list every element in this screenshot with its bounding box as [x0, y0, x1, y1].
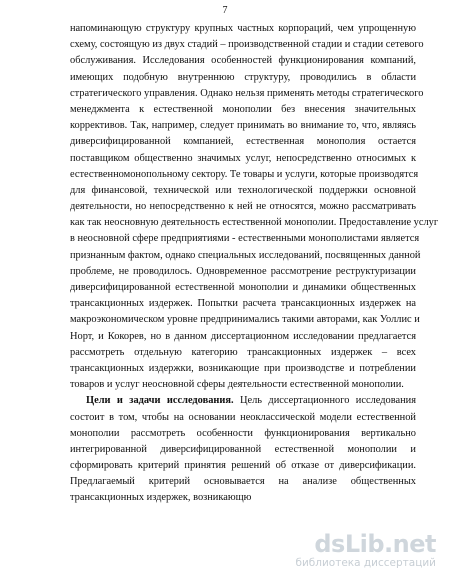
watermark — [295, 530, 436, 572]
text-line: трансакционных издержек, возникающю — [70, 492, 252, 504]
text-line: Норт, и Кокорев, но в данном диссертационном исследовании предлагается — [70, 330, 416, 342]
text-line: сформировать критерий принятия решений об отказе от диверсификации. — [70, 460, 416, 472]
text-line: напоминающую структуру крупных частных корпораций, чем упрощенную — [70, 23, 416, 34]
text-line: обслуживания. Исследования особенностей функционирования компаний, — [70, 55, 416, 67]
text-line: коррективов. Так, например, следует принимать во внимание то, что, являясь — [70, 120, 416, 132]
text-line: трансакционных издержки, возникающие при производстве и потреблении — [70, 362, 416, 374]
goals-paragraph-first-line — [70, 393, 416, 409]
text-line: состоит в том, чтобы на основании неоклассической модели естественной — [70, 411, 416, 423]
text-line: монополии рассмотреть особенности функционирования вертикально — [70, 427, 416, 439]
text-line: товаров и услуг неосновной сферы деятельности естественной монополии. — [70, 379, 404, 391]
text-line: поставщиком общественно значимых услуг, непосредственно относимых к — [70, 152, 416, 164]
text-line: для финансовой, технической или технологической поддержки основной — [70, 184, 416, 196]
text-line: интегрированной диверсифицированной естественной монополии и — [70, 443, 416, 455]
goals-line-rest: Цель диссертационного исследования — [233, 395, 416, 407]
text-line: деятельности, но непосредственно к ней не относятся, можно рассматривать — [70, 201, 416, 213]
goals-heading: Цели и задачи исследования. — [86, 395, 234, 407]
page-number: 7 — [222, 5, 228, 16]
text-line: трансакционных издержек. Попытки расчета трансакционных издержек на — [70, 298, 416, 310]
text-line: как так неосновную деятельность естественной монополии. Предоставление услуг — [70, 217, 439, 229]
text-line: схему, состоящую из двух стадий – производственной стадии и стадии сетевого — [70, 39, 424, 51]
document-body — [70, 21, 439, 507]
text-line: менеджмента к естественной монополии без внесения значительных — [70, 103, 416, 115]
watermark-subtitle: библиотека диссертаций — [295, 557, 436, 569]
text-line: признанным фактом, однако специальных исследований, посвященных данной — [70, 249, 421, 261]
text-line: диверсифицированной естественной монополии и динамики общественных — [70, 282, 416, 293]
text-line: стратегического управления. Однако нельзя применять методы стратегического — [70, 87, 424, 99]
text-line: макроэкономическом уровне предпринимались такими авторами, как Уоллис и — [70, 314, 420, 326]
text-line: имеющих подобную внутреннюю структуру, проводились в области — [70, 71, 416, 83]
watermark-logo: dsLib.net — [314, 530, 436, 558]
text-line: рассмотреть отдельную категорию трансакционных издержек – всех — [70, 346, 416, 358]
text-line: проблеме, не проводилось. Одновременное рассмотрение реструктуризации — [70, 265, 416, 277]
text-line: естественномонопольному сектору. Те товары и услуги, которые производятся — [70, 168, 419, 180]
text-line: в неосновной сфере предприятиями - естественными монополистами является — [70, 233, 420, 245]
text-line: диверсифицированной компанией, естественная монополия остается — [70, 136, 416, 148]
text-line: Предлагаемый критерий основывается на анализе общественных — [70, 476, 416, 488]
